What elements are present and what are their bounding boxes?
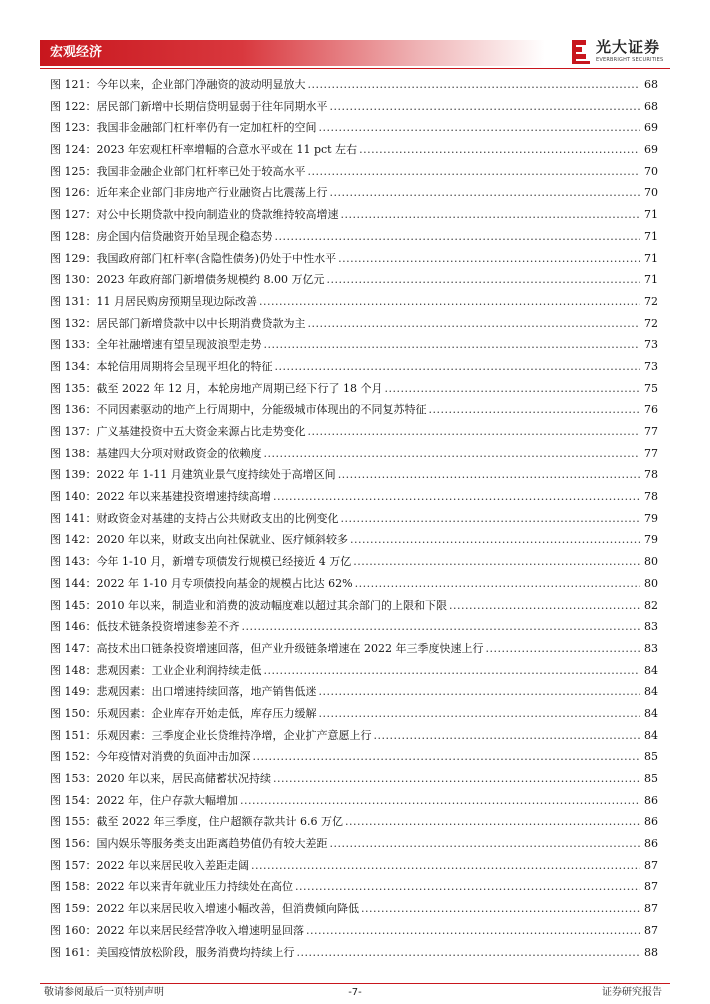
toc-entry[interactable]	[50, 508, 658, 530]
toc-entry-label: 图 129：我国政府部门杠杆率(含隐性债务)仍处于中性水平	[50, 251, 337, 265]
toc-entry-page: 72	[644, 316, 658, 330]
toc-entry[interactable]	[50, 725, 658, 747]
toc-leader-dots	[353, 551, 640, 573]
toc-entry-page: 80	[644, 576, 658, 590]
toc-entry[interactable]	[50, 529, 658, 551]
toc-leader-dots	[275, 226, 641, 248]
toc-entry-page: 86	[644, 793, 658, 807]
toc-entry-label: 图 121：今年以来，企业部门净融资的波动明显放大	[50, 78, 306, 91]
toc-entry-page: 71	[644, 273, 658, 287]
toc-entry[interactable]	[50, 616, 658, 638]
toc-entry-label: 图 136：不同因素驱动的地产上行周期中，分能级城市体现出的不同复苏特征	[50, 403, 427, 417]
toc-entry-label: 图 154：2022 年，住户存款大幅增加	[50, 793, 238, 807]
toc-entry-page: 79	[644, 533, 658, 547]
header-divider	[40, 68, 670, 69]
toc-entry[interactable]	[50, 269, 658, 291]
toc-leader-dots	[264, 660, 641, 682]
toc-entry-page: 83	[644, 620, 658, 634]
logo-english-text: EVERBRIGHT SECURITIES	[596, 57, 664, 63]
toc-entry-label: 图 157：2022 年以来居民收入差距走阔	[50, 858, 249, 872]
toc-leader-dots	[319, 681, 641, 703]
toc-leader-dots	[341, 508, 641, 530]
footer-report-type: 证券研究报告	[602, 987, 662, 998]
page-header	[0, 0, 710, 80]
toc-entry-label: 图 134：本轮信用周期将会呈现平坦化的特征	[50, 359, 273, 373]
toc-entry-page: 83	[644, 641, 658, 655]
toc-leader-dots	[355, 573, 640, 595]
toc-entry[interactable]	[50, 204, 658, 226]
toc-entry-label: 图 141：财政资金对基建的支持占公共财政支出的比例变化	[50, 511, 339, 525]
toc-entry[interactable]	[50, 833, 658, 855]
toc-entry-label: 图 138：基建四大分项对财政资金的依赖度	[50, 446, 262, 460]
logo-chinese-text: 光大证券	[596, 38, 661, 56]
toc-entry[interactable]	[50, 920, 658, 942]
toc-entry-page: 82	[644, 598, 658, 612]
toc-entry-label: 图 149：悲观因素：出口增速持续回落，地产销售低迷	[50, 685, 317, 699]
toc-entry[interactable]	[50, 226, 658, 248]
toc-entry[interactable]	[50, 313, 658, 335]
toc-entry[interactable]	[50, 464, 658, 486]
toc-leader-dots	[429, 399, 641, 421]
toc-leader-dots	[297, 942, 641, 964]
toc-leader-dots	[326, 269, 640, 291]
toc-entry[interactable]	[50, 291, 658, 313]
page-number: -7-	[348, 987, 362, 998]
toc-entry-page: 71	[644, 229, 658, 243]
toc-entry-page: 79	[644, 511, 658, 525]
toc-entry-page: 88	[644, 945, 658, 959]
footer-divider	[40, 983, 670, 984]
toc-entry-label: 图 159：2022 年以来居民收入增速小幅改善，但消费倾向降低	[50, 902, 359, 916]
toc-leader-dots	[361, 898, 640, 920]
toc-entry-label: 图 161：美国疫情放松阶段，服务消费均持续上行	[50, 945, 295, 959]
toc-entry[interactable]	[50, 811, 658, 833]
toc-entry-page: 84	[644, 685, 658, 699]
toc-entry[interactable]	[50, 182, 658, 204]
toc-entry[interactable]	[50, 139, 658, 161]
toc-leader-dots	[350, 529, 640, 551]
header-band	[40, 40, 545, 66]
toc-leader-dots	[251, 855, 640, 877]
toc-entry[interactable]	[50, 790, 658, 812]
toc-leader-dots	[308, 161, 641, 183]
toc-entry[interactable]	[50, 746, 658, 768]
toc-entry-page: 73	[644, 359, 658, 373]
toc-entry-page: 85	[644, 750, 658, 764]
toc-entry[interactable]	[50, 96, 658, 118]
toc-entry-label: 图 132：居民部门新增贷款中以中长期消费贷款为主	[50, 316, 306, 330]
toc-entry[interactable]	[50, 660, 658, 682]
toc-entry-page: 78	[644, 468, 658, 482]
toc-leader-dots	[264, 443, 641, 465]
toc-entry[interactable]	[50, 378, 658, 400]
toc-leader-dots	[264, 334, 641, 356]
toc-entry[interactable]	[50, 117, 658, 139]
toc-entry-label: 图 128：房企国内信贷融资开始呈现企稳态势	[50, 229, 273, 243]
toc-entry-label: 图 127：对公中长期贷款中投向制造业的贷款维持较高增速	[50, 208, 339, 222]
toc-entry[interactable]	[50, 942, 658, 964]
toc-entry[interactable]	[50, 486, 658, 508]
toc-entry-label: 图 126：近年来企业部门非房地产行业融资占比震荡上行	[50, 186, 328, 200]
toc-entry-label: 图 130：2023 年政府部门新增债务规模约 8.00 万亿元	[50, 273, 325, 287]
toc-entry[interactable]	[50, 421, 658, 443]
toc-leader-dots	[319, 703, 641, 725]
toc-leader-dots	[338, 248, 640, 270]
toc-entry-label: 图 152：今年疫情对消费的负面冲击加深	[50, 750, 251, 764]
toc-leader-dots	[485, 638, 640, 660]
toc-entry[interactable]	[50, 551, 658, 573]
toc-entry-label: 图 133：全年社融增速有望呈现波浪型走势	[50, 338, 262, 352]
toc-entry-page: 85	[644, 772, 658, 785]
toc-leader-dots	[319, 117, 641, 139]
toc-entry-page: 84	[644, 663, 658, 677]
toc-entry[interactable]	[50, 248, 658, 270]
toc-entry-label: 图 160：2022 年以来居民经营净收入增速明显回落	[50, 923, 304, 937]
everbright-logo-icon	[570, 38, 592, 66]
toc-leader-dots	[341, 204, 641, 226]
section-title: 宏观经济	[50, 45, 103, 60]
toc-entry[interactable]	[50, 399, 658, 421]
toc-entry-label: 图 140：2022 年以来基建投资增速持续高增	[50, 490, 271, 504]
toc-entry-page: 69	[644, 143, 658, 157]
toc-entry[interactable]	[50, 161, 658, 183]
toc-entry-label: 图 153：2020 年以来，居民高储蓄状况持续	[50, 772, 271, 785]
toc-entry-label: 图 122：居民部门新增中长期信贷明显弱于往年同期水平	[50, 99, 328, 113]
toc-entry-label: 图 123：我国非金融部门杠杆率仍有一定加杠杆的空间	[50, 121, 317, 135]
toc-entry-page: 68	[644, 78, 658, 91]
toc-leader-dots	[330, 833, 641, 855]
toc-entry-label: 图 137：广义基建投资中五大资金来源占比走势变化	[50, 425, 306, 438]
toc-entry-label: 图 131：11 月居民购房预期呈现边际改善	[50, 294, 257, 308]
toc-leader-dots	[259, 291, 640, 313]
toc-entry-label: 图 155：截至 2022 年三季度，住户超额存款共计 6.6 万亿	[50, 815, 343, 829]
table-of-figures	[50, 74, 658, 963]
toc-leader-dots	[253, 746, 641, 768]
toc-entry-label: 图 142：2020 年以来，财政支出向社保就业、医疗倾斜较多	[50, 533, 348, 547]
toc-leader-dots	[359, 139, 640, 161]
toc-entry[interactable]	[50, 573, 658, 595]
toc-leader-dots	[295, 876, 640, 898]
toc-leader-dots	[330, 182, 641, 204]
toc-entry[interactable]	[50, 898, 658, 920]
toc-entry[interactable]	[50, 703, 658, 725]
toc-entry-page: 84	[644, 706, 658, 720]
brand-logo	[570, 38, 670, 68]
toc-entry[interactable]	[50, 768, 658, 790]
toc-entry-page: 77	[644, 446, 658, 460]
toc-leader-dots	[308, 74, 641, 96]
toc-entry[interactable]	[50, 334, 658, 356]
toc-entry-label: 图 145：2010 年以来，制造业和消费的波动幅度难以超过其余部门的上限和下限	[50, 598, 447, 612]
toc-entry-page: 72	[644, 294, 658, 308]
toc-entry-page: 78	[644, 490, 658, 504]
toc-entry-page: 80	[644, 555, 658, 569]
toc-entry-page: 75	[644, 381, 658, 395]
toc-entry[interactable]	[50, 855, 658, 877]
toc-entry-label: 图 135：截至 2022 年 12 月，本轮房地产周期已经下行了 18 个月	[50, 381, 383, 395]
toc-entry-page: 70	[644, 186, 658, 200]
toc-entry-label: 图 151：乐观因素：三季度企业长贷维持净增，企业扩产意愿上行	[50, 728, 372, 742]
toc-leader-dots	[240, 790, 640, 812]
toc-leader-dots	[374, 725, 641, 747]
toc-entry-label: 图 124：2023 年宏观杠杆率增幅的合意水平或在 11 pct 左右	[50, 143, 358, 157]
toc-entry-label: 图 156：国内娱乐等服务类支出距离趋势值仍有较大差距	[50, 837, 328, 851]
toc-leader-dots	[275, 356, 641, 378]
toc-entry-page: 87	[644, 858, 658, 872]
toc-entry-label: 图 150：乐观因素：企业库存开始走低，库存压力缓解	[50, 706, 317, 720]
toc-entry-label: 图 148：悲观因素：工业企业利润持续走低	[50, 663, 262, 677]
toc-entry-label: 图 125：我国非金融企业部门杠杆率已处于较高水平	[50, 164, 306, 178]
toc-entry[interactable]	[50, 638, 658, 660]
toc-entry-page: 71	[644, 208, 658, 222]
toc-entry-label: 图 143：今年 1-10 月，新增专项债发行规模已经接近 4 万亿	[50, 555, 352, 569]
toc-entry[interactable]	[50, 595, 658, 617]
toc-entry-label: 图 158：2022 年以来青年就业压力持续处在高位	[50, 880, 293, 894]
toc-entry-page: 73	[644, 338, 658, 352]
toc-entry[interactable]	[50, 74, 658, 96]
toc-entry-page: 87	[644, 880, 658, 894]
toc-entry-page: 76	[644, 403, 658, 417]
toc-entry-page: 86	[644, 837, 658, 851]
toc-entry[interactable]	[50, 443, 658, 465]
footer-disclaimer: 敬请参阅最后一页特别声明	[44, 987, 164, 998]
toc-entry-page: 77	[644, 425, 658, 438]
toc-leader-dots	[384, 378, 640, 400]
toc-leader-dots	[308, 421, 641, 443]
toc-leader-dots	[273, 486, 640, 508]
toc-entry-page: 86	[644, 815, 658, 829]
toc-entry-page: 84	[644, 728, 658, 742]
toc-leader-dots	[449, 595, 640, 617]
toc-entry-page: 69	[644, 121, 658, 135]
toc-entry-label: 图 147：高技术出口链条投资增速回落，但产业升级链条增速在 2022 年三季度快速上行	[50, 641, 484, 655]
toc-leader-dots	[273, 768, 640, 790]
toc-entry-page: 87	[644, 923, 658, 937]
toc-leader-dots	[330, 96, 641, 118]
toc-leader-dots	[242, 616, 641, 638]
toc-entry[interactable]	[50, 876, 658, 898]
toc-entry-label: 图 144：2022 年 1-10 月专项债投向基金的规模占比达 62%	[50, 576, 353, 590]
toc-entry[interactable]	[50, 356, 658, 378]
toc-entry-page: 87	[644, 902, 658, 916]
toc-entry-page: 71	[644, 251, 658, 265]
toc-entry-label: 图 146：低技术链条投资增速参差不齐	[50, 620, 240, 634]
toc-entry-page: 70	[644, 164, 658, 178]
toc-leader-dots	[306, 920, 640, 942]
toc-entry-page: 68	[644, 99, 658, 113]
toc-entry-label: 图 139：2022 年 1-11 月建筑业景气度持续处于高增区间	[50, 468, 336, 482]
toc-leader-dots	[338, 464, 640, 486]
toc-entry[interactable]	[50, 681, 658, 703]
toc-leader-dots	[308, 313, 641, 335]
toc-leader-dots	[345, 811, 640, 833]
